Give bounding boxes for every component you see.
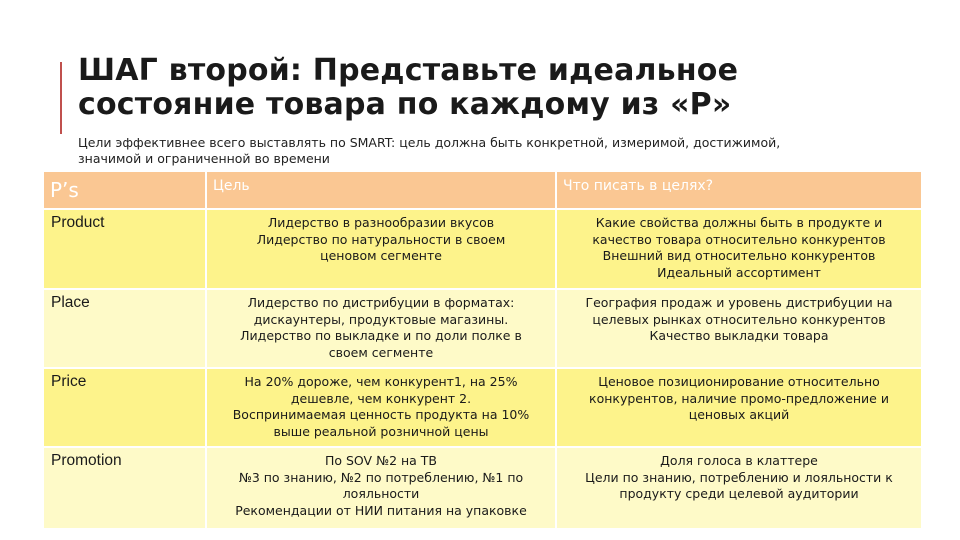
slide-subtitle-line: Цели эффективнее всего выставлять по SMART: цель должна быть конкретной, измеримой, достижимой, [78, 135, 781, 150]
slide-title [78, 54, 938, 122]
cell-line: Лидерство по дистрибуции в форматах: [247, 295, 515, 310]
cell-what-place [556, 289, 922, 368]
cell-goal-promotion [206, 447, 556, 529]
slide-title-line: состояние товара по каждому из «Р» [78, 87, 732, 122]
cell-goal-product [206, 209, 556, 289]
cell-line: конкурентов, наличие промо-предложение и [589, 390, 889, 406]
ps-goals-table [42, 170, 923, 530]
column-header-goal: Цель [206, 171, 556, 209]
cell-line: целевых рынках относительно конкурентов [592, 311, 886, 327]
table-row-place [43, 289, 922, 368]
cell-line: Доля голоса в клаттере [660, 453, 818, 468]
column-header-what-to-write: Что писать в целях? [556, 171, 922, 209]
column-header-ps: P’s [43, 171, 206, 209]
cell-line: выше реальной розничной цены [273, 423, 489, 439]
cell-line: География продаж и уровень дистрибуции на [585, 295, 893, 310]
cell-line: качество товара относительно конкурентов [592, 231, 886, 247]
cell-line: своем сегменте [328, 344, 434, 360]
cell-line: Идеальный ассортимент [657, 264, 821, 280]
row-label-product: Product [43, 209, 206, 289]
table-header-row [43, 171, 922, 209]
cell-line: Внешний вид относительно конкурентов [602, 248, 876, 263]
slide-subtitle [78, 135, 898, 167]
cell-line: №3 по знанию, №2 по потреблению, №1 по [238, 469, 524, 485]
cell-goal-place [206, 289, 556, 368]
row-label-promotion: Promotion [43, 447, 206, 529]
cell-line: ценовом сегменте [320, 248, 442, 263]
cell-line: продукту среди целевой аудитории [619, 486, 859, 501]
slide-subtitle-line: значимой и ограниченной во времени [78, 151, 330, 166]
cell-line: дискаунтеры, продуктовые магазины. [253, 311, 509, 327]
row-label-place: Place [43, 289, 206, 368]
cell-line: Рекомендации от НИИ питания на упаковке [235, 502, 527, 518]
cell-line: На 20% дороже, чем конкурент1, на 25% [244, 374, 518, 389]
cell-line: Воспринимаемая ценность продукта на 10% [232, 407, 530, 422]
cell-line: Лидерство по натуральности в своем [256, 231, 506, 247]
table-row-promotion [43, 447, 922, 529]
cell-what-promotion [556, 447, 922, 529]
cell-what-product [556, 209, 922, 289]
cell-line: лояльности [342, 486, 420, 501]
cell-goal-price [206, 368, 556, 447]
cell-line: Ценовое позиционирование относительно [598, 374, 880, 389]
cell-what-price [556, 368, 922, 447]
table-row-product [43, 209, 922, 289]
cell-line: ценовых акций [688, 407, 790, 422]
table-row-price [43, 368, 922, 447]
cell-line: Лидерство по выкладке и по доли полке в [240, 328, 522, 343]
cell-line: Лидерство в разнообразии вкусов [267, 215, 495, 230]
slide-title-line: ШАГ второй: Представьте идеальное [78, 53, 739, 88]
cell-line: Какие свойства должны быть в продукте и [595, 215, 883, 230]
title-accent-bar [60, 62, 62, 134]
cell-line: Качество выкладки товара [649, 328, 829, 343]
cell-line: дешевле, чем конкурент 2. [290, 390, 472, 406]
cell-line: По SOV №2 на ТВ [324, 453, 438, 468]
row-label-price: Price [43, 368, 206, 447]
cell-line: Цели по знанию, потреблению и лояльности к [585, 469, 893, 485]
